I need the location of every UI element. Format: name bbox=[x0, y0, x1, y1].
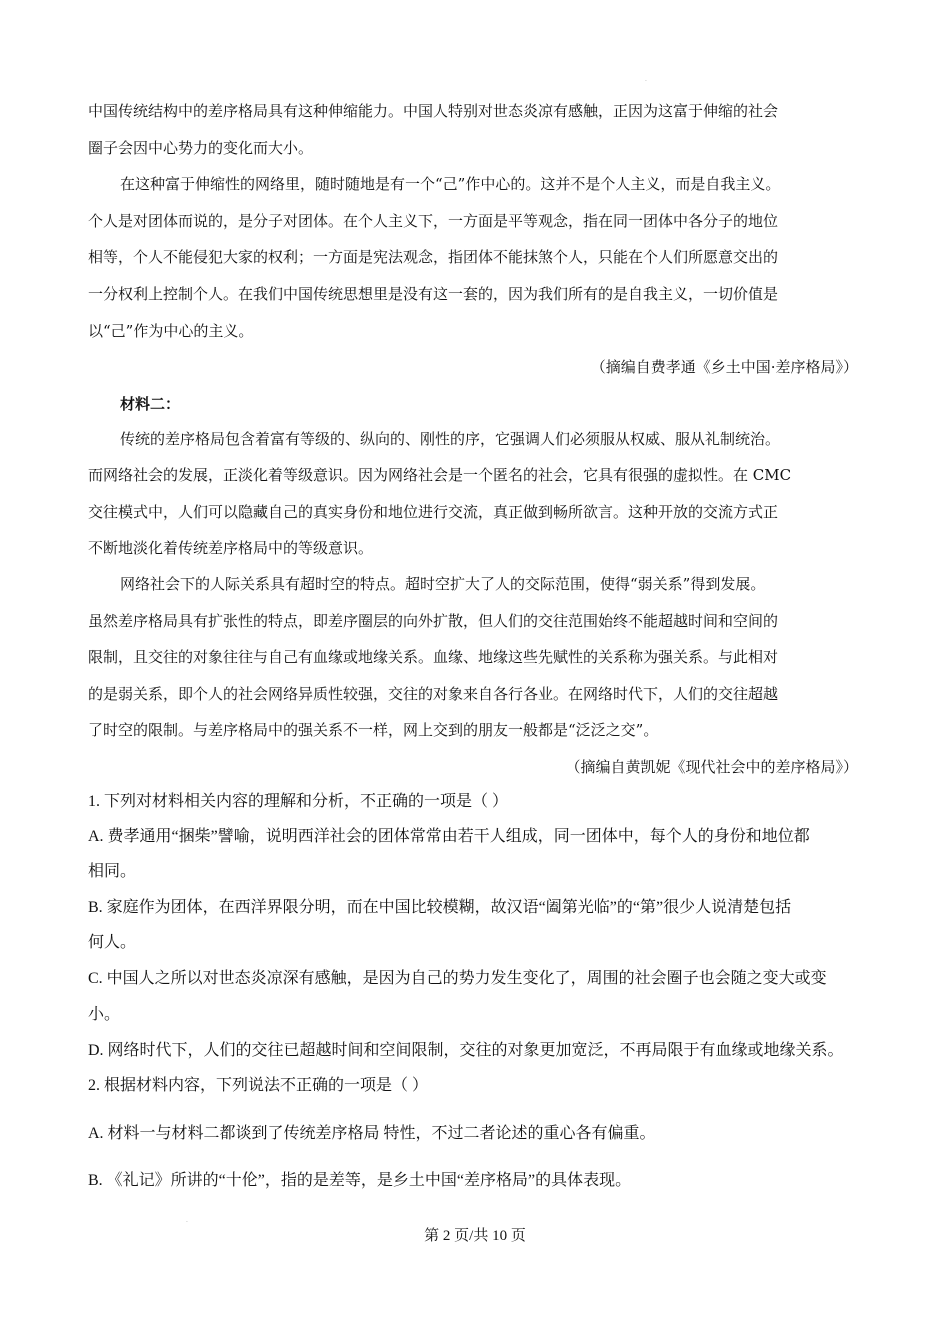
option-d: D. 网络时代下，人们的交往已超越时间和空间限制，交往的对象更加宽泛，不再局限于有血缘或地缘关系。 bbox=[88, 1042, 844, 1059]
paragraph-line: 以“己”作为中心的主义。 bbox=[88, 322, 254, 340]
paragraph-line: 圈子会因中心势力的变化而大小。 bbox=[88, 139, 314, 157]
option-c: C. 中国人之所以对世态炎凉深有感触，是因为自己的势力发生变化了，周围的社会圈子也会随之变大或变 bbox=[88, 970, 827, 987]
source-citation: （摘编自黄凯妮《现代社会中的差序格局》） bbox=[565, 758, 858, 776]
option-c-continued: 小。 bbox=[88, 1006, 121, 1023]
paragraph-line: 而网络社会的发展，正淡化着等级意识。因为网络社会是一个匿名的社会，它具有很强的虚拟性。在 CMC bbox=[88, 466, 792, 484]
paragraph-line: 中国传统结构中的差序格局具有这种伸缩能力。中国人特别对世态炎凉有感触，正因为这富于伸缩的社会 bbox=[88, 102, 779, 120]
page-number: 第 2 页/共 10 页 bbox=[424, 1228, 526, 1244]
source-citation: （摘编自费孝通《乡土中国·差序格局》） bbox=[590, 358, 858, 376]
option-b: B. 《礼记》所讲的“十伦”，指的是差等，是乡土中国“差序格局”的具体表现。 bbox=[88, 1172, 632, 1189]
paragraph-line: 的是弱关系，即个人的社会网络异质性较强，交往的对象来自各行各业。在网络时代下，人们的交往超越 bbox=[88, 685, 779, 703]
paragraph-line: 传统的差序格局包含着富有等级的、纵向的、刚性的序，它强调人们必须服从权威、服从礼制统治。 bbox=[120, 430, 781, 448]
question-stem: 2. 根据材料内容，下列说法不正确的一项是（ ） bbox=[88, 1077, 429, 1094]
paragraph-line: 虽然差序格局具有扩张性的特点，即差序圈层的向外扩散，但人们的交往范围始终不能超越时间和空间的 bbox=[88, 612, 779, 630]
paragraph-line: 交往模式中，人们可以隐藏自己的真实身份和地位进行交流，真正做到畅所欲言。这种开放的交流方式正 bbox=[88, 503, 779, 521]
question-stem: 1. 下列对材料相关内容的理解和分析，不正确的一项是（ ） bbox=[88, 793, 509, 810]
option-b: B. 家庭作为团体，在西洋界限分明，而在中国比较模糊，故汉语“阖第光临”的“第”很少人说清楚包括 bbox=[88, 899, 792, 916]
option-a-continued: 相同。 bbox=[88, 863, 137, 880]
material-heading: 材料二： bbox=[120, 395, 181, 413]
paragraph-line: 个人是对团体而说的，是分子对团体。在个人主义下，一方面是平等观念，指在同一团体中各分子的地位 bbox=[88, 212, 779, 230]
paragraph-line: 不断地淡化着传统差序格局中的等级意识。 bbox=[88, 539, 374, 557]
option-a: A. 材料一与材料二都谈到了传统差序格局 特性，不过二者论述的重心各有偏重。 bbox=[88, 1125, 656, 1142]
option-a: A. 费孝通用“捆柴”譬喻，说明西洋社会的团体常常由若干人组成，同一团体中，每个人的身份和地位都 bbox=[88, 828, 810, 845]
page-speck: · bbox=[645, 78, 647, 85]
page-speck: · bbox=[186, 1219, 188, 1226]
paragraph-line: 网络社会下的人际关系具有超时空的特点。超时空扩大了人的交际范围，使得“弱关系”得到发展。 bbox=[120, 575, 766, 593]
paragraph-line: 了时空的限制。与差序格局中的强关系不一样，网上交到的朋友一般都是“泛泛之交”。 bbox=[88, 721, 659, 739]
paragraph-line: 在这种富于伸缩性的网络里，随时随地是有一个“己”作中心的。这并不是个人主义，而是自我主义。 bbox=[120, 175, 781, 193]
paragraph-line: 一分权利上控制个人。在我们中国传统思想里是没有这一套的，因为我们所有的是自我主义，一切价值是 bbox=[88, 285, 779, 303]
paragraph-line: 限制，且交往的对象往往与自己有血缘或地缘关系。血缘、地缘这些先赋性的关系称为强关系。与此相对 bbox=[88, 648, 779, 666]
paragraph-line: 相等，个人不能侵犯大家的权利；一方面是宪法观念，指团体不能抹煞个人，只能在个人们所愿意交出的 bbox=[88, 248, 779, 266]
option-b-continued: 何人。 bbox=[88, 934, 137, 951]
